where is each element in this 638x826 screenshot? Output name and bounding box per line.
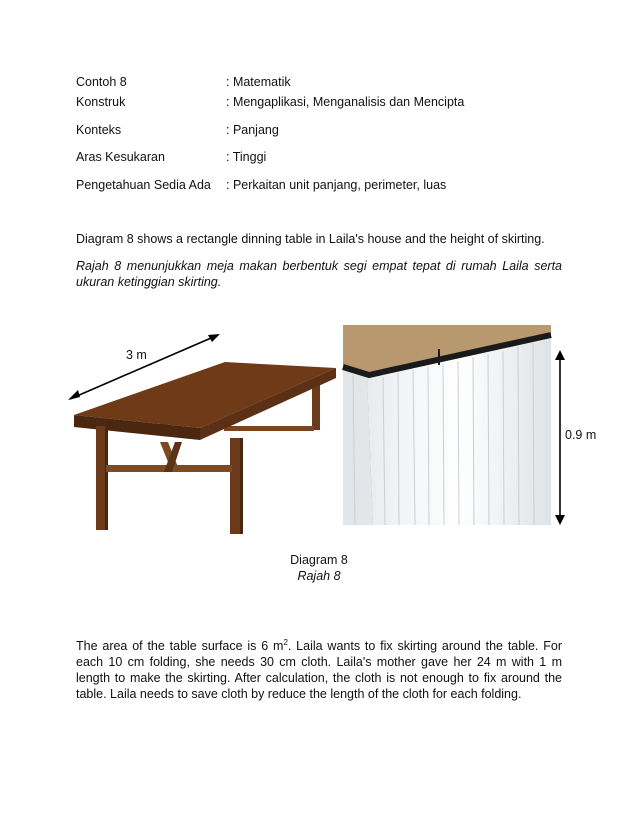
meta-label: Konstruk [76, 95, 126, 109]
meta-label: Contoh 8 [76, 75, 127, 89]
problem-statement [76, 635, 562, 702]
problem-text-part1: The area of the table surface is 6 m [76, 639, 284, 654]
figure-caption-malay: Rajah 8 [297, 569, 341, 583]
meta-value: : Perkaitan unit panjang, perimeter, luas [226, 178, 447, 192]
area-superscript: 2 [283, 638, 288, 647]
intro-malay: Rajah 8 menunjukkan meja makan berbentuk segi empat tepat di rumah Laila serta ukuran ketinggian skirting. [76, 259, 562, 289]
meta-label: Aras Kesukaran [76, 150, 165, 164]
meta-value: : Tinggi [226, 150, 267, 164]
problem-text-part2: . Laila wants to fix skirting around the table. For each 10 cm folding, she needs 30 cm cloth. Laila's mother gave her 24 m with 1 m length to make the skirting. After calculation, the cloth is not enough to fix around the table. Laila needs to save cloth by reduce the length of the cloth for each folding. [76, 639, 562, 702]
meta-value: : Mengaplikasi, Menganalisis dan Mencipta [226, 95, 465, 109]
intro-english: Diagram 8 shows a rectangle dinning table in Laila's house and the height of skirting. [76, 232, 545, 246]
meta-label: Konteks [76, 123, 122, 137]
meta-value: : Panjang [226, 123, 279, 137]
figure-caption: Diagram 8 [290, 553, 348, 567]
table-illustration [60, 330, 350, 540]
length-label: 3 m [126, 348, 147, 362]
meta-label: Pengetahuan Sedia Ada [76, 178, 211, 192]
skirting-photo [343, 325, 551, 525]
height-label: 0.9 m [565, 428, 597, 442]
meta-value: : Matematik [226, 75, 291, 89]
